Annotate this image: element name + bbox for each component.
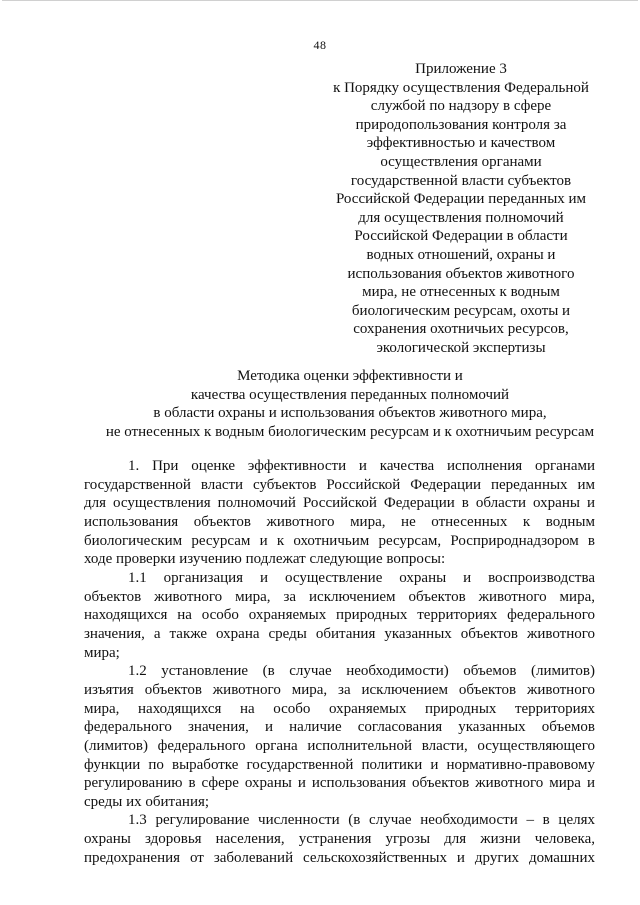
body-line: объектов животного мира, за исключением объектов животного мира, [84, 588, 595, 605]
appendix-line: Приложение 3 [415, 61, 507, 77]
body-line: регулированию в сфере охраны и использования объектов животного мира и [84, 775, 595, 792]
appendix-line: мира, не отнесенных к водным [362, 284, 560, 301]
method-title [60, 367, 640, 441]
body-line: функции по выработке государственной политики и нормативно-правовому [84, 756, 595, 773]
body-line: охраны здоровья населения, устранения угрозы для жизни человека, [84, 831, 595, 848]
body-line: значения, а также охрана среды обитания указанных объектов животного [84, 625, 595, 642]
body-line: федерального значения, и наличие согласования указанных объемов [84, 719, 595, 736]
title-line: качества осуществления переданных полномочий [190, 386, 510, 403]
appendix-line: к Порядку осуществления Федеральной [333, 79, 589, 96]
title-line: в области охраны и использования объектов животного мира, [153, 405, 547, 421]
page-top-edge [2, 0, 638, 1]
appendix-line: эффективностью и качеством [366, 135, 556, 152]
body-line: ходе проверки изучению подлежат следующие вопросы: [84, 551, 446, 568]
body-line: находящихся на особо охраняемых природных территориях федерального [84, 607, 595, 624]
body-line: мира, находящихся на особо охраняемых природных территориях [84, 700, 595, 717]
appendix-header [315, 60, 607, 358]
body-line: изъятия объектов животного мира, за исключением объектов животного [84, 681, 595, 698]
appendix-line: водных отношений, охраны и [366, 246, 556, 263]
body-line: среды их обитания; [84, 793, 210, 810]
appendix-line: для осуществления полномочий [358, 209, 564, 226]
body-line: 1.1 организация и осуществление охраны и воспроизводства [128, 569, 595, 586]
appendix-line: использования объектов животного [347, 265, 575, 282]
body-line: предохранения от заболеваний сельскохозяйственных и других домашних [84, 849, 595, 866]
body-text [84, 457, 595, 867]
body-line: мира; [84, 644, 120, 661]
body-line: биологическим ресурсам и к охотничьим ресурсам, Росприроднадзором в [84, 532, 595, 549]
body-line: использования объектов животного мира, не отнесенных к водным [84, 513, 595, 530]
body-line: государственной власти субъектов Российской Федерации переданных им [84, 476, 595, 493]
appendix-line: Российской Федерации в области [354, 228, 568, 245]
body-line: для осуществления полномочий Российской Федерации в области охраны и [84, 495, 595, 512]
appendix-line: осуществления органами [380, 153, 542, 170]
title-line: Методика оценки эффективности и [237, 368, 463, 384]
page-number: 48 [313, 38, 327, 52]
body-line: (лимитов) федерального органа исполнительной власти, осуществляющего [84, 737, 595, 754]
appendix-line: Российской Федерации переданных им [335, 191, 587, 208]
body-line: 1. При оценке эффективности и качества исполнения органами [128, 458, 595, 474]
body-line: 1.2 установление (в случае необходимости) объемов (лимитов) [128, 663, 595, 680]
appendix-line: службой по надзору в сфере [370, 98, 552, 115]
appendix-line: государственной власти субъектов [350, 172, 572, 189]
appendix-line: сохранения охотничьих ресурсов, [353, 321, 569, 338]
appendix-line: природопользования контроля за [355, 116, 567, 133]
appendix-line: экологической экспертизы [376, 339, 546, 356]
title-line: не отнесенных к водным биологическим ресурсам и к охотничьим ресурсам [105, 423, 595, 440]
body-line: 1.3 регулирование численности (в случае необходимости – в целях [128, 812, 595, 829]
appendix-line: биологическим ресурсам, охоты и [351, 302, 571, 319]
